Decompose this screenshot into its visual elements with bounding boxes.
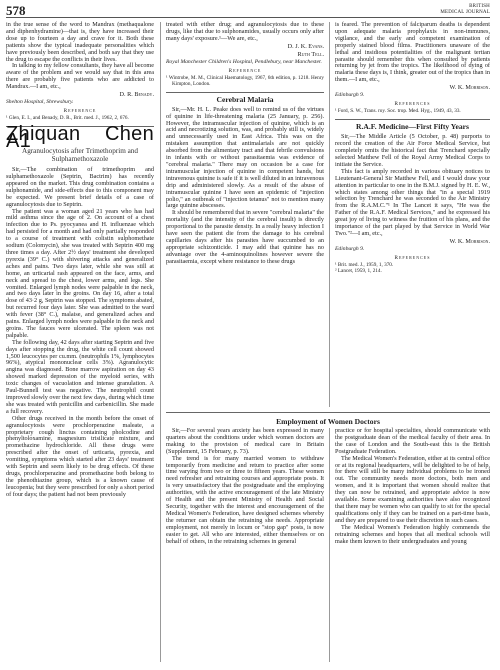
- paragraph: The trend is for many married women to withdraw temporarily from medicine and return to practice after some time varying from two or three to fifteen years. These women need refresher and retraining courses and appropriate posts. It is very unsatisfactory that the postgraduate and the employing authorities, with the active encouragement of the late Ministry of Health and the present Ministry of Health and Social Security, together with the interest and encouragement of the Medical Women's Federation, have designed schemes whereby the returner can obtain the retraining she needs. Appropriate employment, not merely in locum or "stop gap" posts, is now easier to get. All who are interested, either themselves or on behalf of others, in the retraining schemes in general: [166, 454, 324, 545]
- journal-name: [430, 4, 490, 16]
- signature-tell: Ruth Tell.: [297, 50, 324, 58]
- paragraph: The following day, 42 days after starting Septrin and five days after stopping the drug, the white cell count showed 1,500 leucocytes per cu.mm. (neutrophils 1%, lymphocytes 96%), atypical mononuclear cells 3%). Agranulocytic angina was diagnosed. Bone marrow aspiration on day 43 showed marked depression of the myeloid series, with toxic changes of vacuolation and intense granulation. A Paul-Bunnell test was negative. The neutrophil count improved slowly over the next few days, during which time she was treated with penicillin and carbenicillin. She made a full recovery.: [6, 338, 154, 415]
- paragraph: Sir,—The Middle Article (5 October, p. 48) purports to record the creation of the Air Force Medical Service, but completely omits the historical fact that Trenchard specially selected Matthew Fell of the Royal Army Medical Corps to initiate the Service.: [335, 133, 490, 168]
- paragraph: Other drugs received in the month before the onset of agranulocytosis were prochlorperazine maleate, a proprietary cough linctus containing pholcodine and phenyltoloxamine, magnesium trisilicate mixture, and promethazine hydrochloride. All these drugs were prescribed after the onset of urticaria, pyrexia, and vomiting, symptoms which started after 23 days' treatment with Septrin and seem likely to be drug effects. Of these drugs, prochlorperazine and promethazine both belong to the phenothiazine group, which is a known cause of leucopenia; but they were prescribed for only a short period of four days; the patient had not been previously: [6, 414, 154, 498]
- article-title: Zhiquan Chen A1: [6, 123, 154, 153]
- page-number: 578: [6, 3, 26, 18]
- reference-item: ¹ Glen, E. I., and Benady, D. R., Brit. med. J., 1962, 2, 676.: [6, 115, 129, 122]
- signature-benady: D. R. Benady.: [119, 91, 154, 99]
- section-title-raf-medicine: R.A.F. Medicine—First Fifty Years: [356, 122, 469, 132]
- paragraph: The patient was a woman aged 21 years who has had mild asthma since the age of 2. On account of a chest infection due to Ps. pyocyanea and H. influenzae which had persisted for a month and had only partially responded to a course of treatment with colistin sulphomethate sodium (Colomycin), she was treated with Septrin 400 mg three times a day. After 2½ days' treatment she developed pyrexia (39° C.) with shivering attacks and generalized aches and pains. Two days later, while she was still at home, an urticarial rash appeared on the face, arms, and neck and spread to the chest, lower arms, and legs. She vomited. Enlarged lymph nodes were palpable in the neck, and two days later in the groins. On day 16, after a total dose of 43·2 g, Septrin was stopped. The symptoms abated, but recurred four days later. She was admitted to the ward with fever (38° C.), malaise, and generalized aches and pains. Enlarged lymph nodes were palpable in the neck and groins. The fauces were ulcerated. The spleen was not palpable.: [6, 207, 154, 339]
- paragraph: treated with either drug; and agranulocytosis due to these drugs, like that due to sulphonamides, usually occurs only after many days' exposure.¹—We are, etc.,: [166, 21, 324, 42]
- paragraph: Sir,—Mr. H. L. Peake does well to remind us of the virtues of quinine in life-threatening malaria (25 January, p. 256). However, the intramuscular injection of quinine, which is an acid and necrotizing solution, was, and probably still is, widely and unnecessarily used in East Africa. This was on the mistaken assumption that antimalarials are not quickly absorbed from the alimentary tract and that febrile convulsions in infants with or without parasitaemia was evidence of "cerebral malaria." There may on occasion be a case for intramuscular injection of quinine in competent hands, but intravenous quinine is safe if it is well diluted in an intravenous drip and administered slowly. As a result of the abuse of intramuscular quinine I have seen an epidemic of "injection polio," an outbreak of "injection tetanus" not to mention many large quinine abscesses.: [166, 105, 324, 210]
- reference-heading: References: [394, 255, 431, 262]
- section-divider: [166, 92, 324, 93]
- section-title-employment: Employment of Women Doctors: [276, 417, 380, 426]
- letter-mandrax-text-2: In talking to my fellow consultants, they have all become aware of the problem and we would say that in this area there are probably five patients who are addicted to Mandrax.—I am, etc.,: [6, 62, 154, 91]
- employment-column-left: [166, 428, 324, 545]
- reference-item: ¹ Wintrobe, M. M., Clinical Haematology, 1967, 6th edition, p. 1218. Henry Kimpton, London.: [166, 74, 324, 87]
- paragraph: is feared. The prevention of falciparum deaths is dependent upon adequate malaria prophylaxis in non-immunes, vigilance, and the early and competent examination of properly stained blood films. Practitioners unaware of the lethal and insidious potentialities of the malignant tertian parasite should remember this when consulted by patients returning by jet from the tropics. The likelihood of dying of malaria these days is, I think, greater out of the tropics than in them.—I am, etc.,: [335, 21, 490, 84]
- paragraph: Sir,—The combination of trimethoprim and sulphamethoxazole (Septrin, Bactrim) has recently appeared on the market. This drug combination contains a sulphonamide, and side-effects due to this component may be expected. We present brief details of a case of agranulocytosis due to Septrin.: [6, 166, 154, 208]
- signature-evans: D. J. K. Evans.: [287, 42, 324, 50]
- reference-item: ¹ Ford, S. W., Trans. roy. Soc. trop. Med. Hyg., 1949, 43, 33.: [335, 108, 461, 115]
- address-pendlebury: Royal Manchester Children's Hospital, Pendlebury, near Manchester.: [166, 58, 322, 65]
- journal-name-line2: MEDICAL JOURNAL: [440, 10, 490, 15]
- employment-column-right: [335, 428, 490, 545]
- address-shelton: Shelton Hospital, Shrewsbury.: [6, 98, 74, 105]
- letter-mandrax-text: in the true sense of the word to Mandrax (methaqualone and diphenhydramine)—that is, they have increased their dose up to fourteen a day and crave for it. Both these patients show the typical inadequate personalities which have previously been described, and both say that they use the drug to escape the conflicts in their lives.: [6, 21, 154, 63]
- reference-item: ¹ Brit. med. J., 1959, 1, 370.: [335, 262, 394, 269]
- article-subtitle: Agranulocytosis after Trimethoprim and Sulphamethoxazole: [22, 147, 138, 164]
- column-1: [6, 22, 154, 499]
- section-title-cerebral-malaria: Cerebral Malaria: [216, 94, 274, 104]
- header-rule: [6, 17, 490, 18]
- address-wolverhampton: Edinburgh 9.: [335, 92, 365, 99]
- column-divider: [160, 22, 161, 662]
- section-divider: [166, 412, 490, 413]
- column-divider: [329, 22, 330, 407]
- reference-heading: References: [394, 101, 431, 108]
- signature-hutton: W. K. Morrison.: [449, 84, 490, 92]
- section-divider: [335, 119, 490, 120]
- column-3: [335, 22, 490, 274]
- journal-name-line1: BRITISH: [469, 4, 490, 9]
- address-edinburgh: Edinburgh 9.: [335, 245, 365, 252]
- paragraph: The Medical Women's Federation, either at its central office or at its regional headquarters, will be delighted to be of help, for there will still be many individual problems to be ironed out. The community needs more doctors, both men and women, and it is important that women should realize that they can now be retrained, and appropriate advice is now available. Some examining authorities have also recognized that there may be women who can qualify to sit for the special qualifications only if they can be trained on a part-time basis, and they are prepared to use their discretion in such cases.: [335, 454, 490, 524]
- paragraph: This fact is amply recorded in various obituary notices to Lieutenant-General Sir Matthew Fell, and I would draw your attention in particular to one in the B.M.J. signed by H. E. W., which states among other things that "in a special 1919 selection by Trenchard he was seconded to the Air Ministry from the R.A.M.C."¹ In The Lancet it says, "He was the Father of the R.A.F. Medical Services," and he expressed his great joy of living to witness the fruition of his plans, and the importance of the part played by that Service in World War Two."²—I am, etc.,: [335, 167, 490, 237]
- paragraph: Sir,—For several years anxiety has been expressed in many quarters about the conditions under which women doctors are making to the provision of medical care in Britain (Supplement, 15 February, p. 73).: [166, 427, 324, 455]
- column-2: [166, 22, 324, 266]
- reference-item: ² Lancet, 1959, 1, 214.: [335, 268, 382, 275]
- paragraph: It should be remembered that in severe "cerebral malaria" the mortality (and the intensity of the cerebral insult) is directly proportional to the parasite density. In a really heavy infection I have seen the patient die from the damage to his cerebral capillaries days after his parasites have succumbed to an appropriate schizonticide. I may add that quinine has no advantage over the 4-aminoquinolines however severe the parasitaemia, except where resistance to these drugs: [166, 209, 324, 265]
- paragraph: practice or for hospital specialties, should communicate with the postgraduate dean of the medical faculty of their area. In the case of London and the South-east this is the British Postgraduate Federation.: [335, 427, 490, 455]
- reference-heading: Reference: [228, 67, 262, 74]
- column-divider: [329, 428, 330, 662]
- signature-morrison: W. K. Morrison.: [449, 237, 490, 245]
- reference-heading: Reference: [63, 108, 97, 115]
- paragraph: The Medical Women's Federation highly commends the retraining schemes and hopes that all medical schools will make them known to their undergraduates and young: [335, 523, 490, 545]
